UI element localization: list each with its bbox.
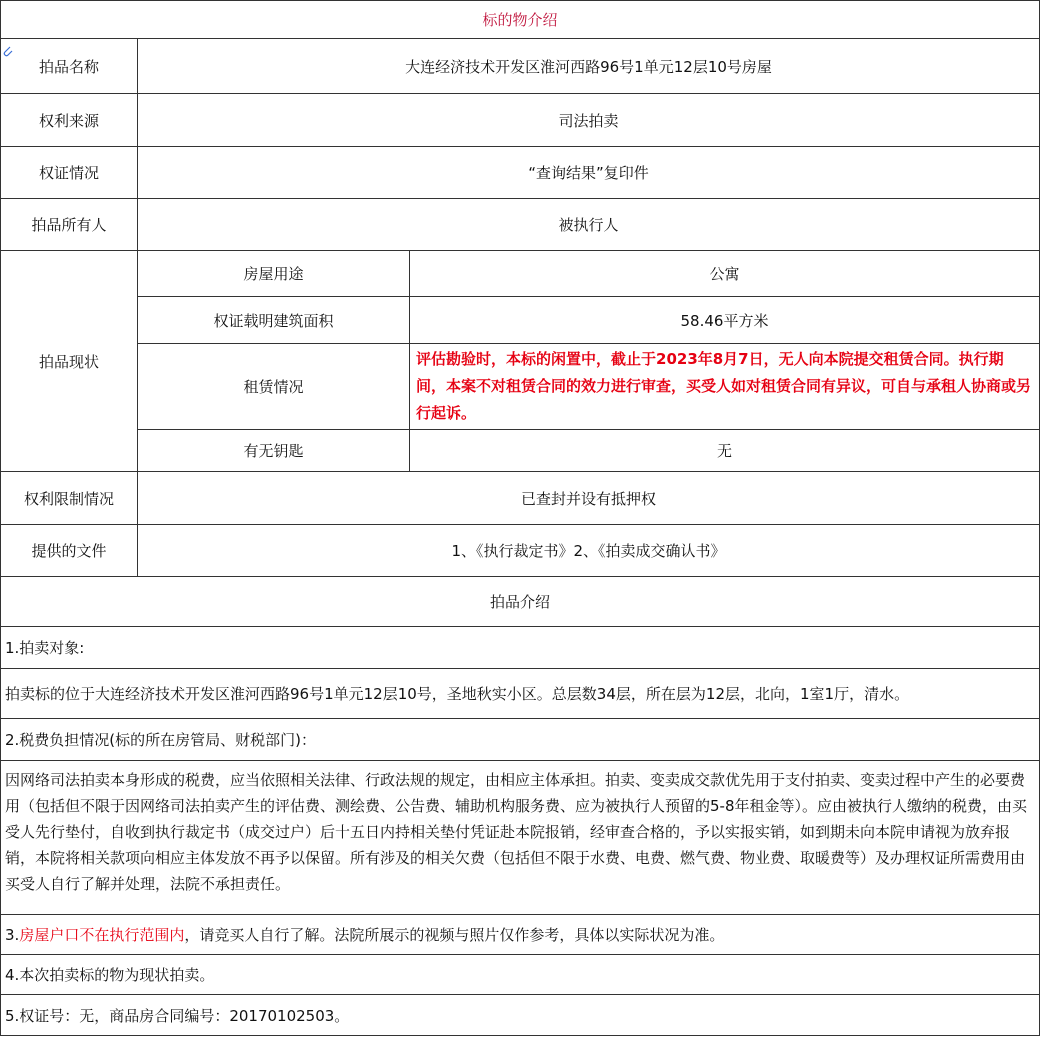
lease-value: 评估勘验时，本标的闲置中，截止于2023年8月7日，无人向本院提交租赁合同。执行期间，本案不对租赁合同的效力进行审查，买受人如对租赁合同有异议，可自与承租人协商或另行起诉。: [410, 344, 1039, 430]
intro-p2-body-row: [1, 761, 1039, 915]
intro-p3-row: [1, 915, 1039, 955]
restrictions-label: 权利限制情况: [1, 472, 138, 524]
intro-title-row: [1, 577, 1039, 627]
usage-value: 公寓: [410, 251, 1039, 297]
intro-p4-row: [1, 955, 1039, 995]
intro-p2-head-row: [1, 719, 1039, 761]
keys-value: 无: [716, 442, 732, 460]
intro-p3-num: 3.: [5, 925, 20, 944]
certificate-label: 权证情况: [1, 147, 138, 198]
documents-label: 提供的文件: [1, 525, 138, 576]
rights-source-value: 司法拍卖: [558, 111, 619, 130]
keys-label: 有无钥匙: [138, 430, 410, 471]
item-name-label: 拍品名称: [1, 39, 138, 93]
status-block: [1, 251, 1039, 472]
intro-p3-highlight: 房屋户口不在执行范围内: [19, 926, 185, 944]
item-name-row: [1, 39, 1039, 94]
area-label: 权证载明建筑面积: [138, 297, 410, 344]
item-name-value: 大连经济技术开发区淮河西路96号1单元12层10号房屋: [405, 57, 772, 76]
certificate-value: “查询结果”复印件: [528, 164, 649, 182]
intro-p3: [1, 915, 1039, 954]
intro-p1-body-row: [1, 669, 1039, 719]
intro-p1-head-row: [1, 627, 1039, 669]
usage-label: 房屋用途: [138, 251, 410, 297]
restrictions-value: 已查封并设有抵押权: [520, 489, 656, 508]
intro-p1-body: 拍卖标的位于大连经济技术开发区淮河西路96号1单元12层10号，圣地秋实小区。总层数34层，所在层为12层，北向，1室1厅，清水。: [5, 685, 910, 703]
intro-p4: 4.本次拍卖标的物为现状拍卖。: [5, 966, 215, 984]
intro-p5: 5.权证号：无，商品房合同编号：20170102503。: [5, 1006, 350, 1025]
intro-p3-rest: ，请竞买人自行了解。法院所展示的视频与照片仅作参考，具体以实际状况为准。: [184, 926, 725, 944]
intro-p1-head: 1.拍卖对象:: [5, 639, 85, 657]
area-value: 58.46平方米: [410, 297, 1039, 344]
documents-value: 1、《执行裁定书》2、《拍卖成交确认书》: [451, 542, 726, 560]
restrictions-row: [1, 472, 1039, 525]
rights-source-row: [1, 94, 1039, 147]
intro-p2-head: 2.税费负担情况(标的所在房管局、财税部门)：: [5, 731, 317, 749]
header-row: [1, 1, 1039, 39]
intro-p5-row: [1, 995, 1039, 1035]
owner-label: 拍品所有人: [1, 199, 138, 250]
certificate-row: [1, 147, 1039, 199]
lease-label: 租赁情况: [138, 344, 410, 430]
owner-value: 被执行人: [558, 216, 619, 234]
owner-row: [1, 199, 1039, 251]
table-title: 标的物介绍: [482, 11, 558, 29]
intro-title: 拍品介绍: [489, 593, 550, 611]
documents-row: [1, 525, 1039, 577]
intro-p2-body: 因网络司法拍卖本身形成的税费，应当依照相关法律、行政法规的规定，由相应主体承担。拍卖、变卖成交款优先用于支付拍卖、变卖过程中产生的必要费用（包括但不限于因网络司法拍卖产生的评估费、测绘费、公告费、辅助机构服务费、应为被执行人预留的5-8年租金等）。应由被执行人缴纳的税费，由买受人先行垫付，自收到执行裁定书（成交过户）后十五日内持相关垫付凭证赴本院报销，经审查合格的，予以实报实销，如到期未向本院申请视为放弃报销，本院将相关款项向相应主体发放不再予以保留。所有涉及的相关欠费（包括但不限于水费、电费、燃气费、物业费、取暖费等）及办理权证所需费用由买受人自行了解并处理，法院不承担责任。: [5, 771, 1028, 893]
status-label: 拍品现状: [1, 251, 138, 471]
rights-source-label: 权利来源: [1, 94, 138, 146]
